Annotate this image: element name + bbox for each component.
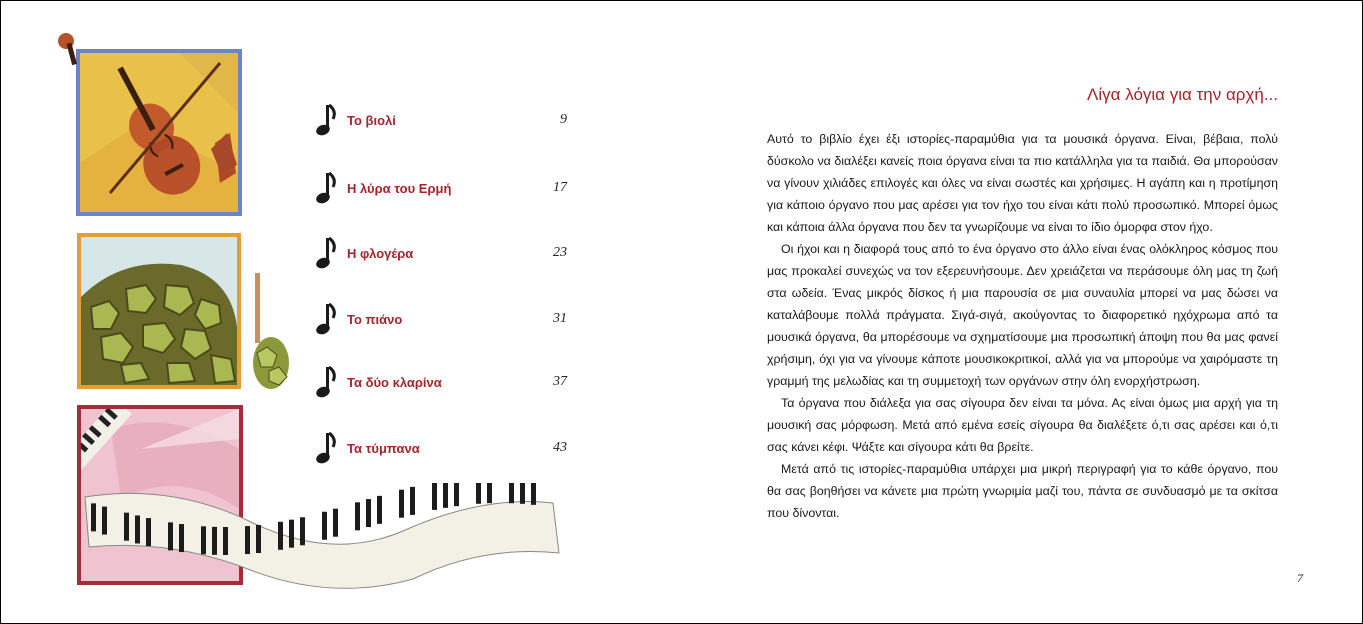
page-number: 7 <box>1297 571 1303 585</box>
piano-keyboard-icon <box>83 483 563 595</box>
toc-title: Το βιολί <box>347 113 396 128</box>
toc-entry[interactable] <box>313 240 573 268</box>
chapter-heading: Λίγα λόγια για την αρχή... <box>1087 85 1278 104</box>
music-note-icon <box>313 171 339 205</box>
paragraph: Οι ήχοι και η διαφορά τους από το ένα όργανο στο άλλο είναι ένας ολόκληρος κόσμος που μας προκαλεί συνεχώς να τον εξερευνήσουμε. Δεν χρειάζεται να περάσουμε όλη μας τη ζωή στα ωδεία. Ένας μικρός δίσκος ή μια παρουσία σε μια συναυλία μπορεί να μας δώσει να καταλάβουμε πολλά πράγματα. Σιγά-σιγά, ακούγοντας το διαφορετικό ηχόχρωμα από τα μουσικά όργανα, θα μπορέσουμε να σχηματίσουμε μια προσωπική άποψη που θα μας φανεί χρήσιμη, όχι για να γίνουμε κάποτε μουσικοκριτικοί, αλλά για να μπορούμε να χαιρόμαστε τη γραμμή της μελωδίας και τη συμμετοχή των οργάνων στην όλη ενορχήστρωση. <box>767 242 1278 388</box>
music-note-icon <box>313 103 339 137</box>
toc-page-number: 43 <box>553 440 567 455</box>
toc-entry[interactable] <box>313 107 573 135</box>
toc-entry[interactable] <box>313 175 573 203</box>
intro-text <box>767 128 1278 524</box>
turtle-shell-illustration <box>77 233 241 389</box>
violin-tailpiece-icon <box>207 129 241 175</box>
toc-page-number: 17 <box>553 180 567 195</box>
music-note-icon <box>313 302 339 336</box>
toc-page-number: 37 <box>553 374 567 389</box>
violin-scroll-icon <box>51 27 91 67</box>
toc-entry[interactable] <box>313 306 573 334</box>
toc-title: Η λύρα του Ερμή <box>347 181 452 196</box>
paragraph: Μετά από τις ιστορίες-παραμύθια υπάρχει μια μικρή περιγραφή για το κάθε όργανο, που θα σας βοηθήσει να κάνετε μια πρώτη γνωριμία μαζί του, πάντα σε συνδυασμό με τα σκίτσα που δίνονται. <box>767 462 1278 520</box>
toc-title: Η φλογέρα <box>347 246 414 261</box>
toc-title: Τα τύμπανα <box>347 441 420 456</box>
music-note-icon <box>313 236 339 270</box>
toc-page-number: 9 <box>560 112 567 127</box>
toc-page-number: 23 <box>553 245 567 260</box>
toc-page-number: 31 <box>553 311 567 326</box>
music-note-icon <box>313 431 339 465</box>
paragraph: Αυτό το βιβλίο έχει έξι ιστορίες-παραμύθια για τα μουσικά όργανα. Είναι, βέβαια, πολύ δύσκολο να διαλέξει κανείς ποια όργανα είναι τα πιο κατάλληλα για τα παιδιά. Θα μπορούσαν να γίνουν χιλιάδες επιλογές και όλες να είναι σωστές και χρήσιμες. Η αγάπη και η προτίμηση για κάποιο όργανο που μας αρέσει για τον ήχο του είναι κάτι πολύ προσωπικό. Μπορεί όμως και κάποια άλλα όργανα που δεν τα γνωρίζουμε να είναι το ίδιο όμορφα στον ήχο. <box>767 132 1278 234</box>
music-note-icon <box>313 365 339 399</box>
toc-title: Τα δύο κλαρίνα <box>347 375 442 390</box>
toc-title: Το πιάνο <box>347 312 403 327</box>
toc-entry[interactable] <box>313 369 573 397</box>
paragraph: Τα όργανα που διάλεξα για σας σίγουρα δεν είναι τα μόνα. Ας είναι όμως μια αρχή για τη μουσική σας μόρφωση. Μετά από εμένα εσείς σίγουρα θα διαλέξετε ό,τι σας αρέσει και ό,τι σας κάνει κέφι. Ψάξτε και σίγουρα κάτι θα βρείτε. <box>767 396 1278 454</box>
lyre-icon <box>247 273 291 393</box>
toc-entry[interactable] <box>313 435 573 463</box>
